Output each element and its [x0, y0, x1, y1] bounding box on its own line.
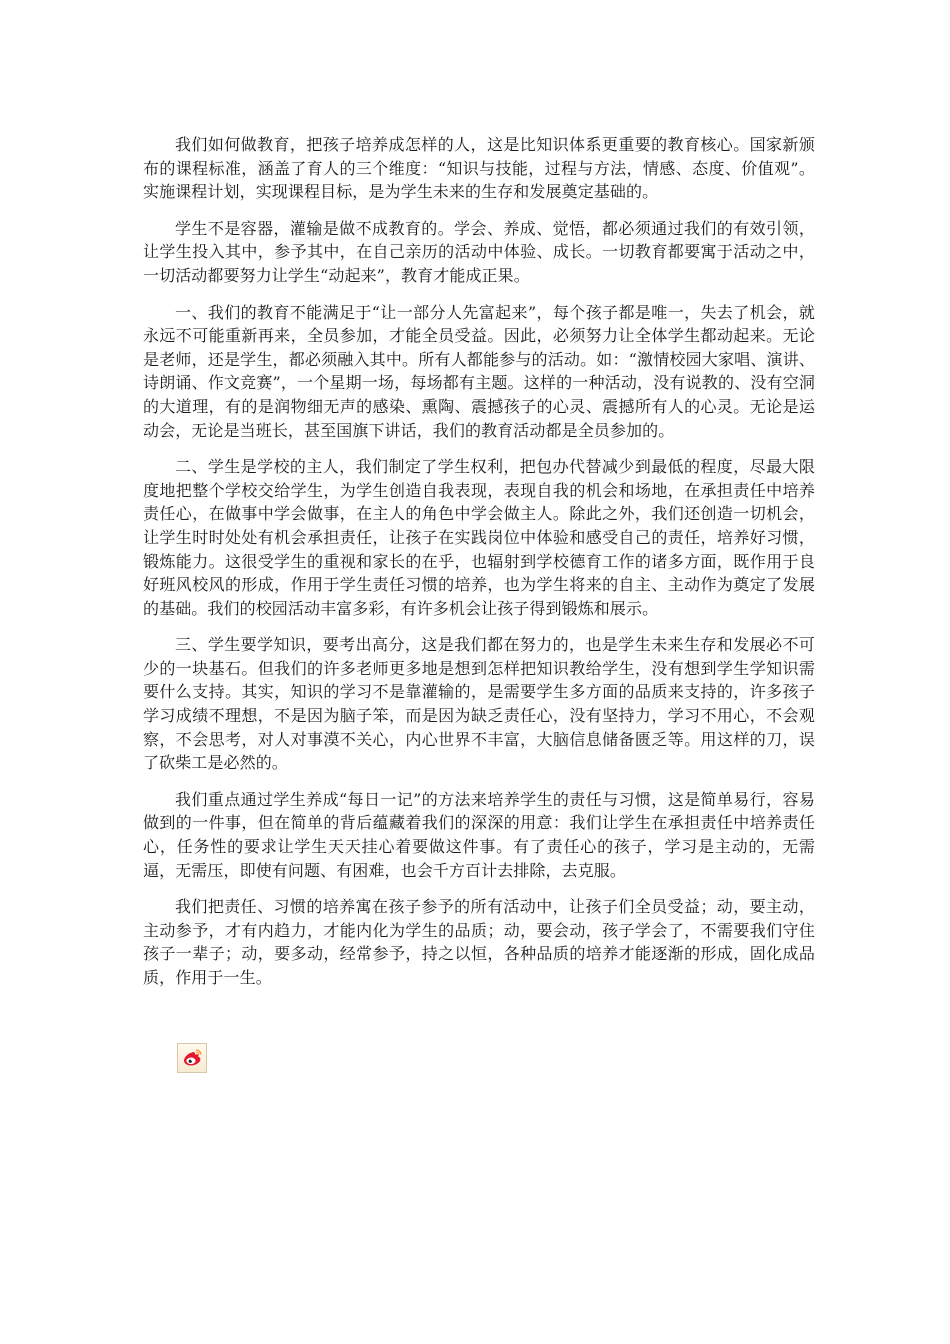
- paragraph-6: 我们重点通过学生养成“每日一记”的方法来培养学生的责任与习惯，这是简单易行，容易做到的一件事，但在简单的背后蕴藏着我们的深深的用意：我们让学生在承担责任中培养责任心，任务性的要求让学生天天挂心着要做这件事。有了责任心的孩子，学习是主动的，无需逼，无需压，即使有问题、有困难，也会千方百计去排除，去克服。: [143, 789, 815, 880]
- paragraph-3: 一、我们的教育不能满足于“让一部分人先富起来”，每个孩子都是唯一，失去了机会，就永远不可能重新再来，全员参加，才能全员受益。因此，必须努力让全体学生都动起来。无论是老师，还是学生，都必须融入其中。所有人都能参与的活动。如：“激情校园大家唱、演讲、诗朗诵、作文竞赛”，一个星期一场，每场都有主题。这样的一种活动，没有说教的、没有空洞的大道理，有的是润物细无声的感染、熏陶、震撼孩子的心灵、震撼所有人的心灵。无论是运动会，无论是当班长，甚至国旗下讲话，我们的教育活动都是全员参加的。: [143, 302, 815, 440]
- paragraph-1: 我们如何做教育，把孩子培养成怎样的人，这是比知识体系更重要的教育核心。国家新颁布的课程标准，涵盖了育人的三个维度：“知识与技能，过程与方法，情感、态度、价值观”。实施课程计划，实现课程目标，是为学生未来的生存和发展奠定基础的。: [143, 135, 815, 202]
- weibo-share-button[interactable]: [177, 1043, 207, 1073]
- paragraph-2: 学生不是容器，灌输是做不成教育的。学会、养成、觉悟，都必须通过我们的有效引领，让学生投入其中，参予其中，在自己亲历的活动中体验、成长。一切教育都要寓于活动之中，一切活动都要努力让学生“动起来”，教育才能成正果。: [143, 218, 815, 285]
- paragraph-5: 三、学生要学知识，要考出高分，这是我们都在努力的，也是学生未来生存和发展必不可少的一块基石。但我们的许多老师更多地是想到怎样把知识教给学生，没有想到学生学知识需要什么支持。其实，知识的学习不是靠灌输的，是需要学生多方面的品质来支持的，许多孩子学习成绩不理想，不是因为脑子笨，而是因为缺乏责任心，没有坚持力，学习不用心，不会观察，不会思考，对人对事漠不关心，内心世界不丰富，大脑信息储备匮乏等。用这样的刀，误了砍柴工是必然的。: [143, 635, 815, 773]
- article-body: [143, 133, 815, 1003]
- paragraph-4: 二、学生是学校的主人，我们制定了学生权利，把包办代替减少到最低的程度，尽最大限度地把整个学校交给学生，为学生创造自我表现，表现自我的机会和场地，在承担责任中培养责任心，在做事中学会做事，在主人的角色中学会做主人。除此之外，我们还创造一切机会，让学生时时处处有机会承担责任，让孩子在实践岗位中体验和感受自己的责任，培养好习惯，锻炼能力。这很受学生的重视和家长的在乎，也辐射到学校德育工作的诸多方面，既作用于良好班风校风的形成，作用于学生责任习惯的培养，也为学生将来的自主、主动作为奠定了发展的基础。我们的校园活动丰富多彩，有许多机会让孩子得到锻炼和展示。: [143, 457, 815, 618]
- weibo-icon: [178, 1044, 206, 1072]
- paragraph-7: 我们把责任、习惯的培养寓在孩子参予的所有活动中，让孩子们全员受益；动，要主动，主动参予，才有内趋力，才能内化为学生的品质；动，要会动，孩子学会了，不需要我们守住孩子一辈子；动，要多动，经常参予，持之以恒，各种品质的培养才能逐渐的形成，固化成品质，作用于一生。: [143, 897, 815, 987]
